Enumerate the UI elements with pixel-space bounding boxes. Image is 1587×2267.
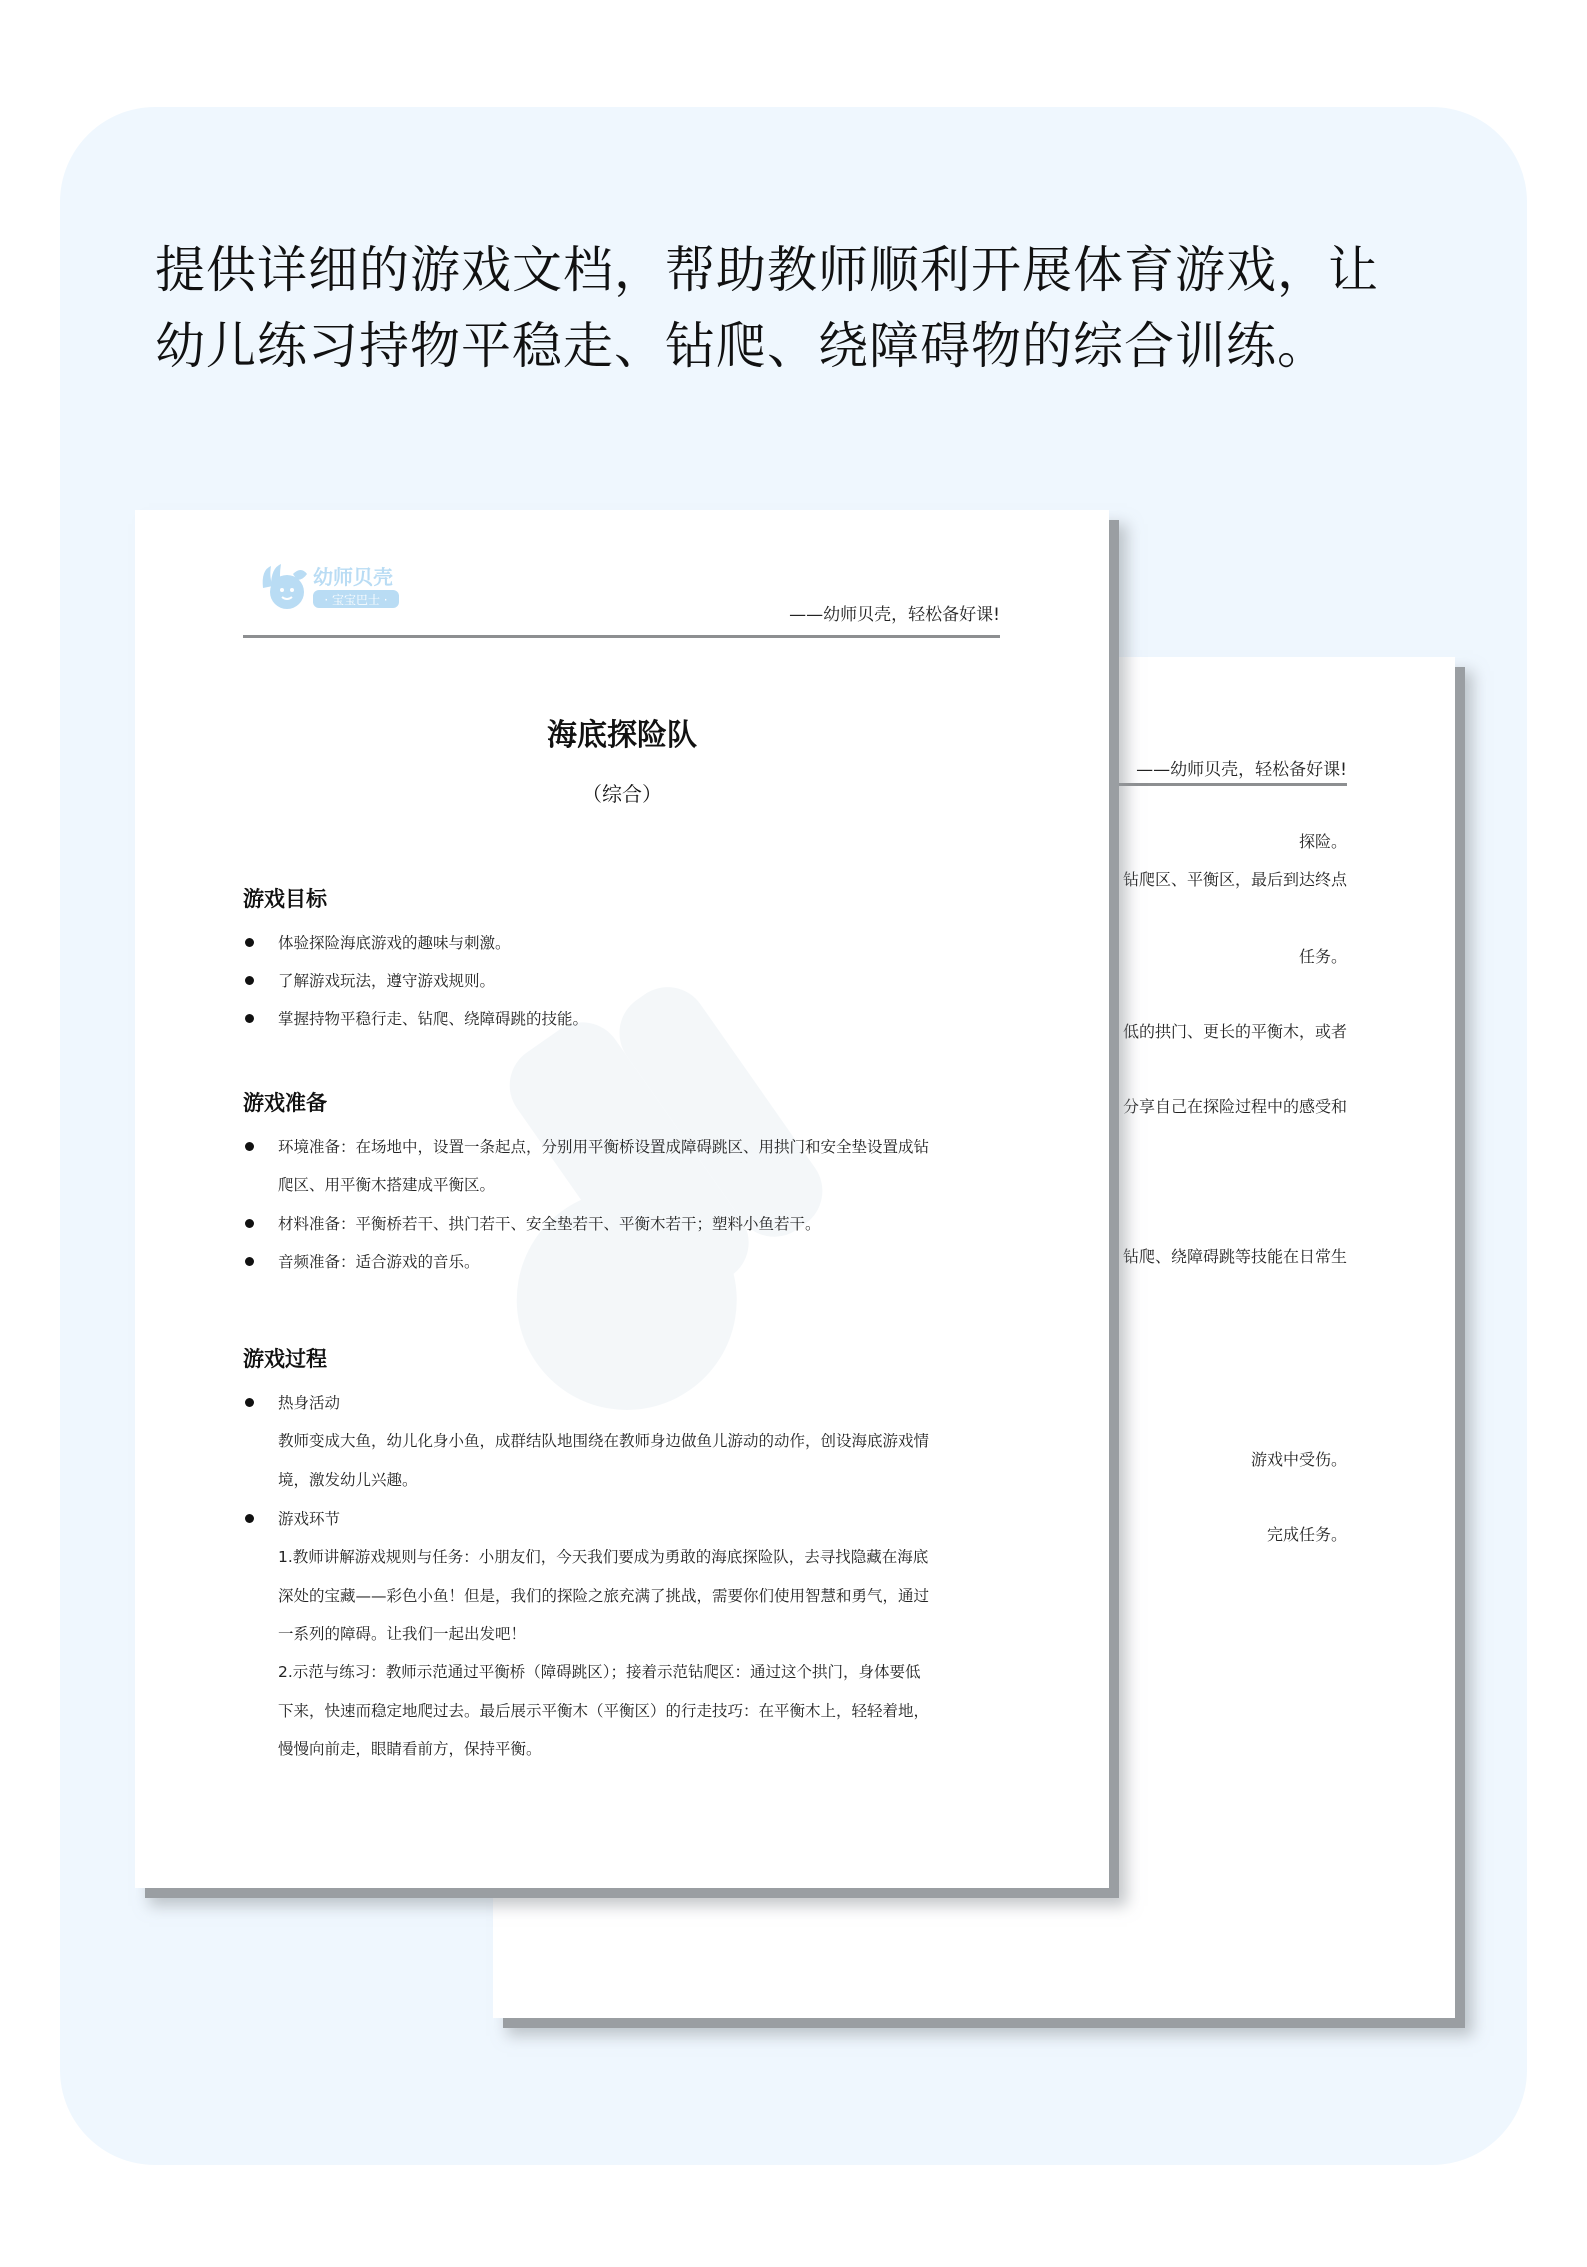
paragraph-line: 境，激发幼儿兴趣。 <box>278 1471 418 1489</box>
bullet-icon <box>245 1257 254 1266</box>
text-line: 完成任务。 <box>1266 1525 1347 1544</box>
bullet-icon <box>245 1219 254 1228</box>
logo-sub-text: · 宝宝巴士 · <box>324 593 388 607</box>
bullet-icon <box>245 1398 254 1407</box>
text-line: 分享自己在探险过程中的感受和 <box>1122 1097 1347 1116</box>
brand-logo-icon <box>257 560 437 612</box>
page-slogan: ——幼师贝壳，轻松备好课! <box>789 605 1000 625</box>
section-heading-prep: 游戏准备 <box>243 1091 327 1115</box>
paragraph-line: 慢慢向前走，眼睛看前方，保持平衡。 <box>278 1740 542 1758</box>
paragraph-line: 一系列的障碍。让我们一起出发吧！ <box>278 1625 527 1643</box>
document-page-front: 幼师贝壳 · 宝宝巴士 · ——幼师贝壳，轻松备好课! 海底探险队 （综合） 游戏目标 体验探险海底游戏的趣味与刺激。 了解游戏玩法，遵守游戏规则。 掌握持物平稳行走、钻爬、绕障碍跳的技能。 游戏准备 环境准备：在场地中，设置一条起点，分别用平衡桥设置成障碍跳区、用拱门和安全垫设置成钻 爬区、用平衡木搭建成平衡区。 材料准备：平衡桥若干、拱门若干、安全垫若干、平衡木若干；塑料小鱼若干。 音频准备：适合游戏的音乐。 游戏过程 热身活动 教师变成大鱼，幼儿化身小鱼，成群结队地围绕在教师身边做鱼儿游动的动作，创设海底游戏情 境，激发幼儿兴趣。 游戏环节 1.教师讲解游戏规则与任务：小朋友们，今天我们要成为勇敢的海底探险队，去寻找隐藏在海底 深处的宝藏——彩色小鱼！但是，我们的探险之旅充满了挑战，需要你们使用智慧和勇气，通过 一系列的障碍。让我们一起出发吧！ 2.示范与练习：教师示范通过平衡桥（障碍跳区）；接着示范钻爬区：通过这个拱门，身体要低 下来，快速而稳定地爬过去。最后展示平衡木（平衡区）的行走技巧：在平衡木上，轻轻着地， 慢慢向前走，眼睛看前方，保持平衡。 <box>135 510 1109 1888</box>
header-rule <box>243 635 1000 638</box>
section-heading-process: 游戏过程 <box>243 1347 327 1371</box>
document-subtitle: （综合） <box>582 782 662 806</box>
paragraph-line: 深处的宝藏——彩色小鱼！但是，我们的探险之旅充满了挑战，需要你们使用智慧和勇气，通过 <box>278 1587 930 1605</box>
text-line: 游戏中受伤。 <box>1250 1450 1347 1469</box>
paragraph-line: 教师变成大鱼，幼儿化身小鱼，成群结队地围绕在教师身边做鱼儿游动的动作，创设海底游戏情 <box>278 1432 930 1450</box>
text-line: 低的拱门、更长的平衡木，或者 <box>1122 1022 1347 1041</box>
bullet-icon <box>245 938 254 947</box>
headline-line-2: 幼儿练习持物平稳走、钻爬、绕障碍物的综合训练。 <box>155 317 1328 375</box>
page-slogan: ——幼师贝壳，轻松备好课! <box>1136 760 1347 780</box>
headline <box>155 232 1455 384</box>
paragraph-line: 1.教师讲解游戏规则与任务：小朋友们，今天我们要成为勇敢的海底探险队，去寻找隐藏在海底 <box>278 1548 929 1566</box>
text-line: 探险。 <box>1298 832 1347 851</box>
document-title: 海底探险队 <box>547 718 697 753</box>
list-item-continuation: 爬区、用平衡木搭建成平衡区。 <box>278 1176 496 1194</box>
section-heading-goals: 游戏目标 <box>243 887 327 911</box>
text-line: 钻爬区、平衡区，最后到达终点 <box>1122 870 1347 889</box>
bullet-icon <box>245 1014 254 1023</box>
logo-brand-text: 幼师贝壳 <box>313 565 393 589</box>
text-line: 任务。 <box>1298 947 1347 966</box>
bullet-icon <box>245 1142 254 1151</box>
bullet-icon <box>245 1514 254 1523</box>
paragraph-line: 2.示范与练习：教师示范通过平衡桥（障碍跳区）；接着示范钻爬区：通过这个拱门，身体要低 <box>278 1663 921 1681</box>
paragraph-line: 下来，快速而稳定地爬过去。最后展示平衡木（平衡区）的行走技巧：在平衡木上，轻轻着地， <box>278 1702 930 1720</box>
headline-line-1: 提供详细的游戏文档，帮助教师顺利开展体育游戏，让 <box>155 241 1379 299</box>
text-line: 钻爬、绕障碍跳等技能在日常生 <box>1122 1247 1347 1266</box>
bullet-icon <box>245 976 254 985</box>
watermark-logo-icon <box>420 980 840 1420</box>
